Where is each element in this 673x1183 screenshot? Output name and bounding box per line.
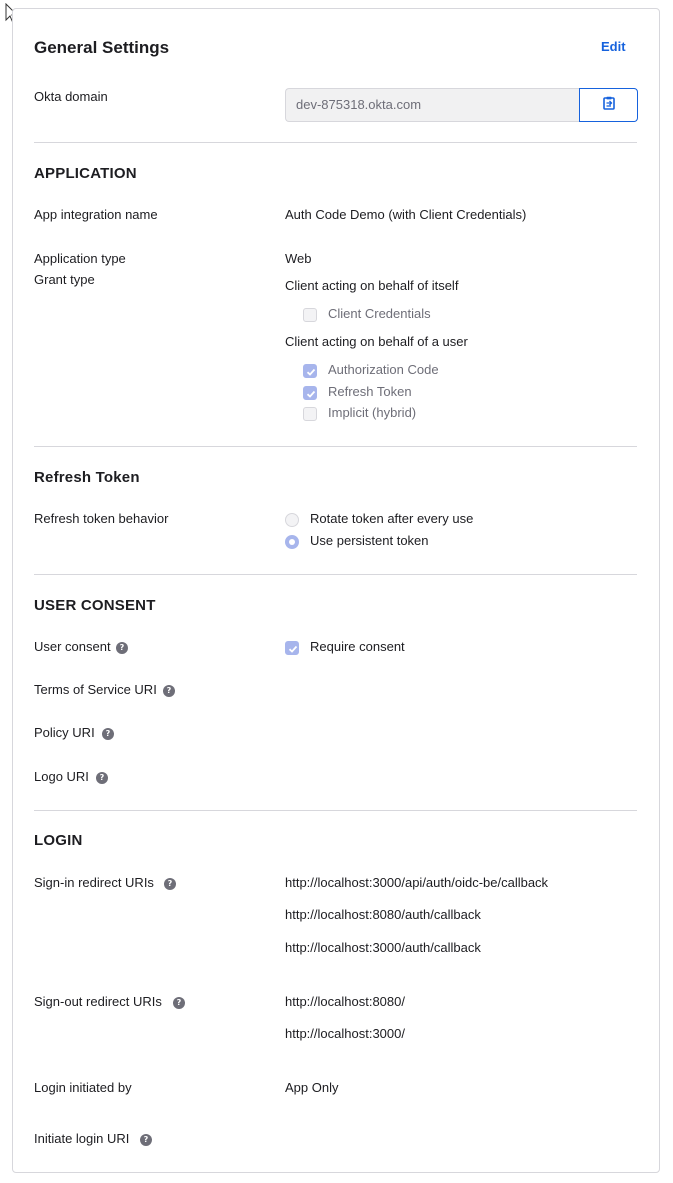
- rotate-token-label: Rotate token after every use: [310, 511, 474, 526]
- authorization-code-checkbox[interactable]: [303, 364, 317, 378]
- implicit-checkbox[interactable]: [303, 407, 317, 421]
- grant-type-label: Grant type: [34, 272, 95, 287]
- login-initiated-by-label: Login initiated by: [34, 1080, 132, 1095]
- checkmark-icon: [305, 388, 317, 400]
- help-icon[interactable]: ?: [102, 728, 114, 740]
- app-type-value: Web: [285, 251, 312, 266]
- client-credentials-checkbox[interactable]: [303, 308, 317, 322]
- application-heading: APPLICATION: [34, 165, 137, 182]
- persistent-token-radio[interactable]: [285, 535, 299, 549]
- app-type-label: Application type: [34, 251, 126, 266]
- logo-uri-label: Logo URI: [34, 769, 89, 784]
- require-consent-checkbox[interactable]: [285, 641, 299, 655]
- signout-redirect-label: Sign-out redirect URIs: [34, 994, 162, 1009]
- signin-uri: http://localhost:3000/auth/callback: [285, 940, 481, 955]
- policy-uri-label: Policy URI: [34, 725, 95, 740]
- okta-domain-label: Okta domain: [34, 89, 108, 104]
- checkmark-icon: [305, 366, 317, 378]
- user-consent-label: User consent: [34, 639, 111, 654]
- copy-button[interactable]: [579, 88, 638, 122]
- help-icon[interactable]: ?: [140, 1134, 152, 1146]
- implicit-label: Implicit (hybrid): [328, 405, 417, 420]
- signin-uri: http://localhost:8080/auth/callback: [285, 907, 481, 922]
- page-title: General Settings: [34, 38, 170, 57]
- tos-uri-label: Terms of Service URI: [34, 682, 157, 697]
- signin-redirect-label: Sign-in redirect URIs: [34, 875, 154, 890]
- checkmark-icon: [287, 643, 299, 655]
- app-name-label: App integration name: [34, 207, 158, 222]
- refresh-token-checkbox[interactable]: [303, 386, 317, 400]
- authorization-code-label: Authorization Code: [328, 362, 439, 377]
- self-group-label: Client acting on behalf of itself: [285, 278, 459, 293]
- require-consent-label: Require consent: [310, 639, 405, 654]
- refresh-token-label: Refresh Token: [328, 384, 412, 399]
- help-icon[interactable]: ?: [116, 642, 128, 654]
- divider: [34, 574, 637, 575]
- help-icon[interactable]: ?: [173, 997, 185, 1009]
- okta-domain-field[interactable]: dev-875318.okta.com: [285, 88, 581, 122]
- client-credentials-label: Client Credentials: [328, 306, 431, 321]
- divider: [34, 810, 637, 811]
- login-heading: LOGIN: [34, 832, 83, 849]
- general-settings-card: [12, 8, 660, 1173]
- persistent-token-label: Use persistent token: [310, 533, 429, 548]
- initiate-login-uri-label: Initiate login URI: [34, 1131, 130, 1146]
- signout-uri: http://localhost:3000/: [285, 1026, 405, 1041]
- edit-button[interactable]: Edit: [601, 39, 626, 54]
- user-group-label: Client acting on behalf of a user: [285, 334, 468, 349]
- user-consent-heading: USER CONSENT: [34, 597, 156, 614]
- rotate-token-radio[interactable]: [285, 513, 299, 527]
- app-name-value: Auth Code Demo (with Client Credentials): [285, 207, 527, 222]
- help-icon[interactable]: ?: [164, 878, 176, 890]
- divider: [34, 142, 637, 143]
- login-initiated-by-value: App Only: [285, 1080, 339, 1095]
- refresh-token-heading: Refresh Token: [34, 469, 140, 486]
- clipboard-icon: [603, 96, 615, 115]
- help-icon[interactable]: ?: [96, 772, 108, 784]
- signin-uri: http://localhost:3000/api/auth/oidc-be/callback: [285, 875, 549, 890]
- divider: [34, 446, 637, 447]
- refresh-behavior-label: Refresh token behavior: [34, 511, 169, 526]
- help-icon[interactable]: ?: [163, 685, 175, 697]
- signout-uri: http://localhost:8080/: [285, 994, 405, 1009]
